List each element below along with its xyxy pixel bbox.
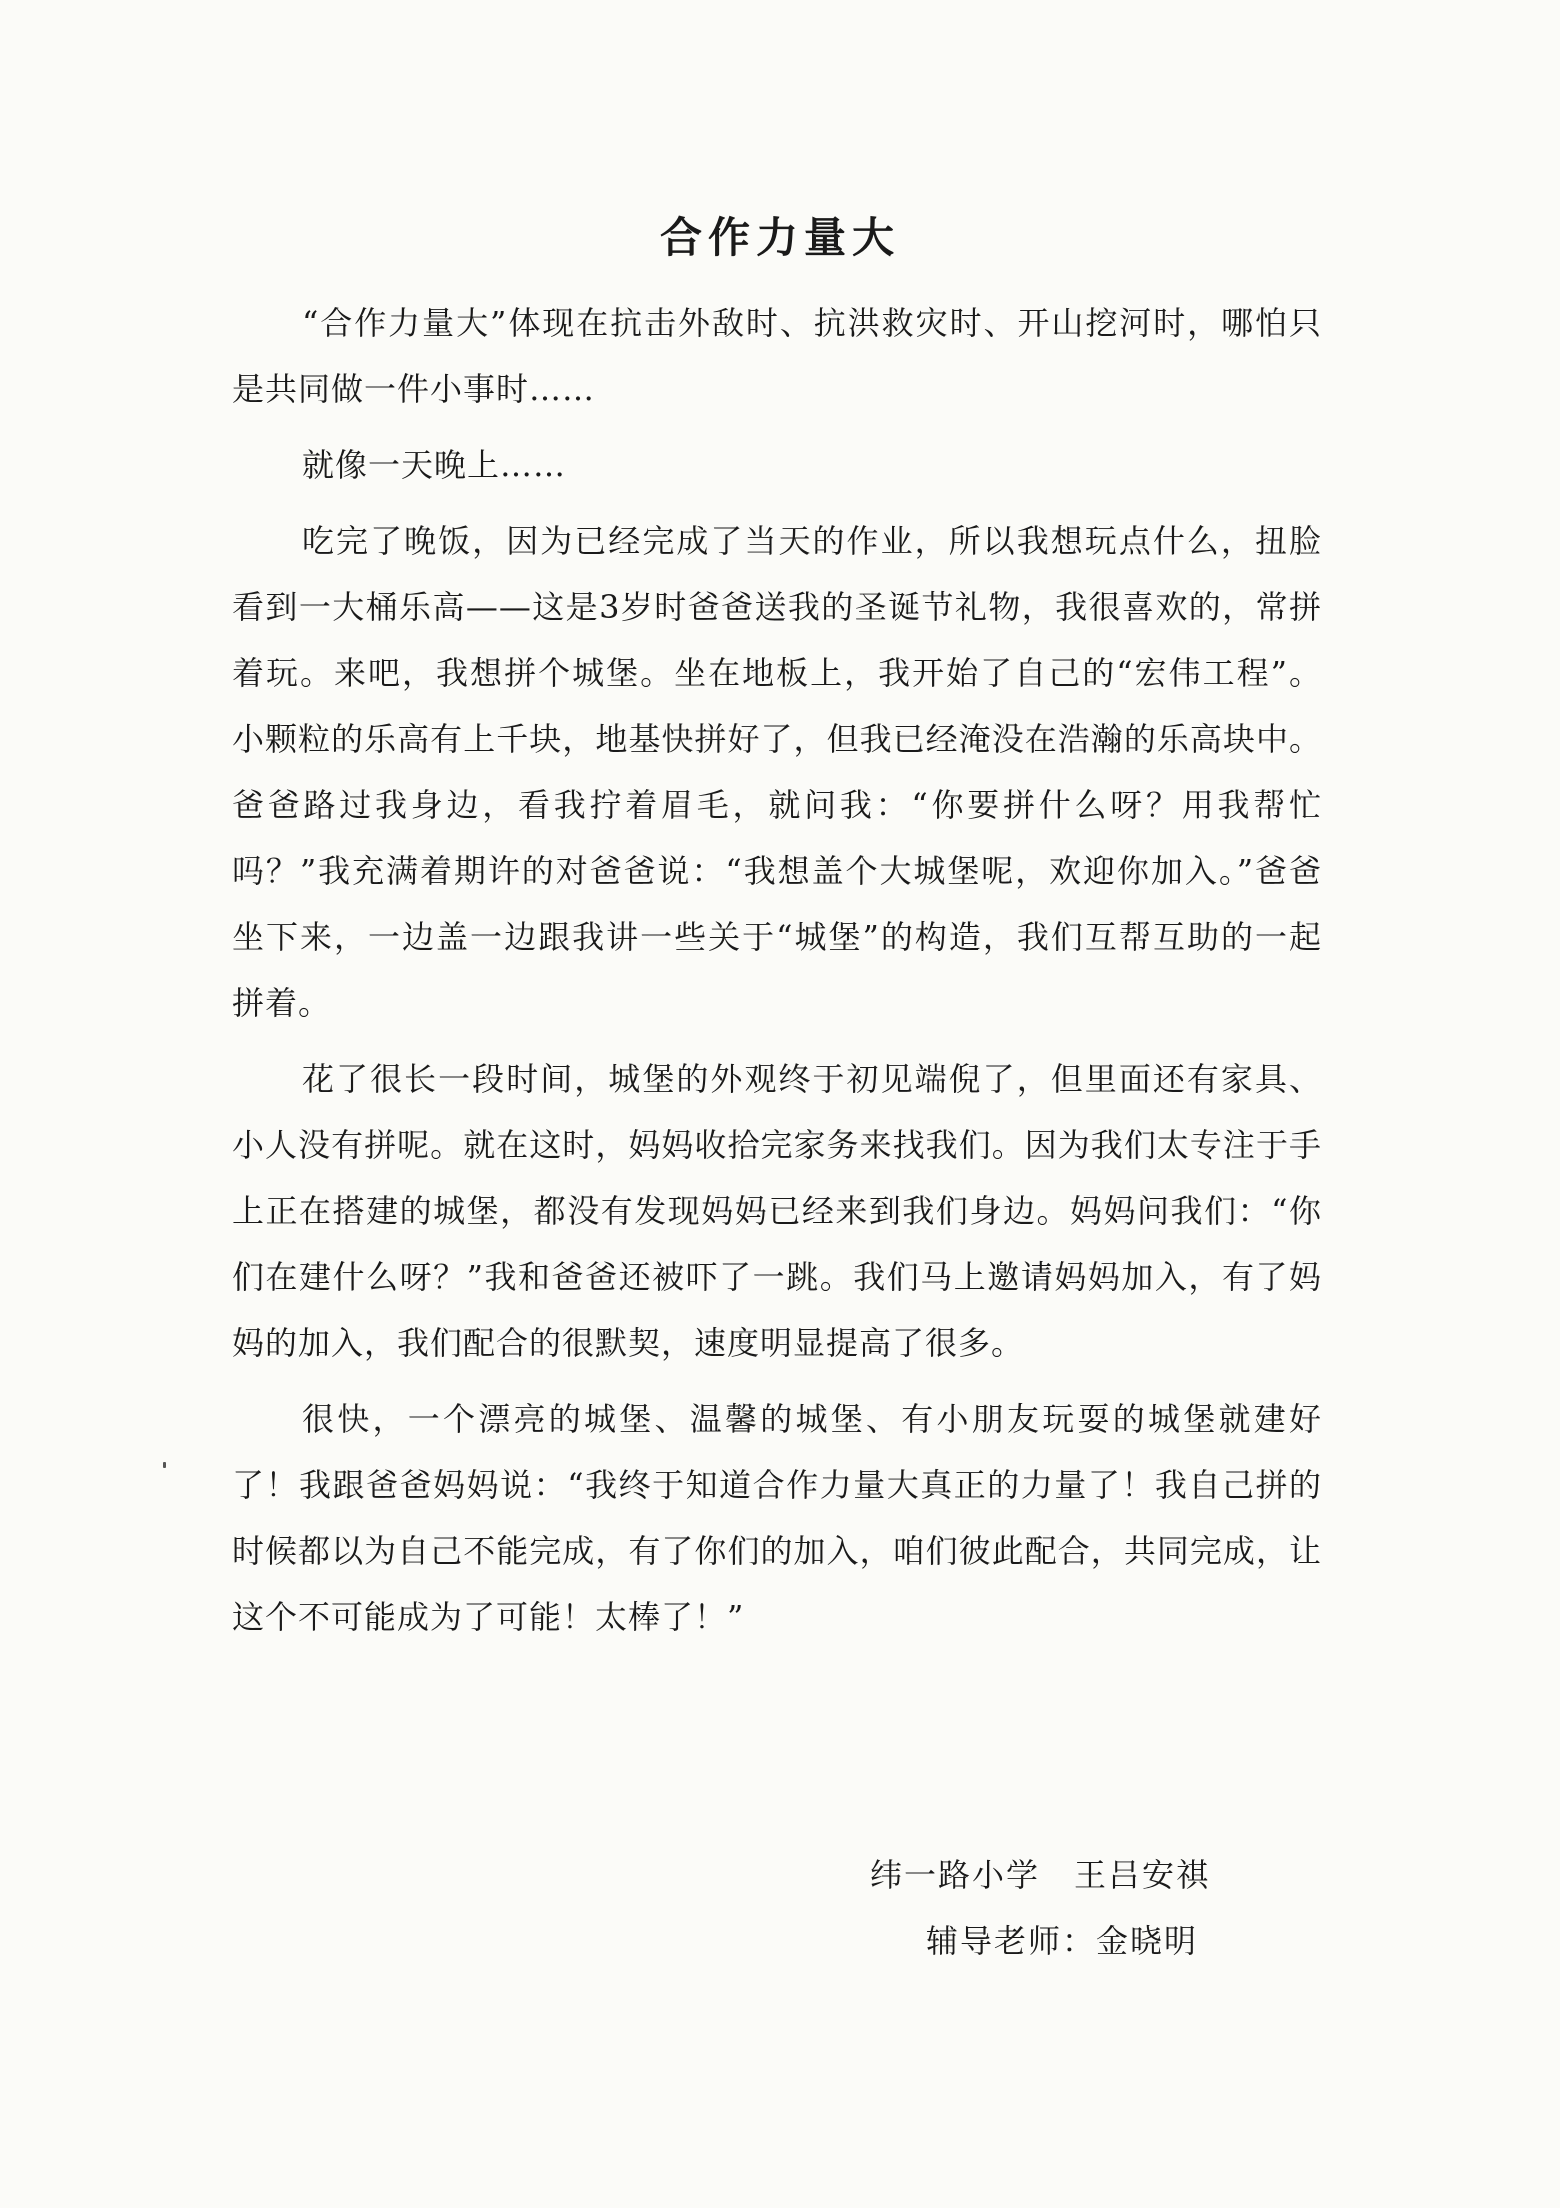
- essay-body: [232, 290, 1322, 1660]
- paragraph: 就像一天晚上……: [302, 446, 567, 484]
- teacher-name: 辅导老师：金晓明: [926, 1922, 1199, 1960]
- school-and-student: 纬一路小学 王吕安祺: [870, 1856, 1211, 1894]
- signature-block: [870, 1842, 1310, 1974]
- scan-speck: [163, 1462, 166, 1468]
- paragraph: 吃完了晚饭，因为已经完成了当天的作业，所以我想玩点什么，扭脸看到一大桶乐高——这是3岁时爸爸送我的圣诞节礼物，我很喜欢的，常拼着玩。来吧，我想拼个城堡。坐在地板上，我开始了自己的“宏伟工程”。小颗粒的乐高有上千块，地基快拼好了，但我已经淹没在浩瀚的乐高块中。爸爸路过我身边，看我拧着眉毛，就问我：“你要拼什么呀？用我帮忙吗？”我充满着期许的对爸爸说：“我想盖个大城堡呢，欢迎你加入。”爸爸坐下来，一边盖一边跟我讲一些关于“城堡”的构造，我们互帮互助的一起拼着。: [232, 522, 1322, 1022]
- paragraph: 花了很长一段时间，城堡的外观终于初见端倪了，但里面还有家具、小人没有拼呢。就在这时，妈妈收拾完家务来找我们。因为我们太专注于手上正在搭建的城堡，都没有发现妈妈已经来到我们身边。妈妈问我们：“你们在建什么呀？”我和爸爸还被吓了一跳。我们马上邀请妈妈加入，有了妈妈的加入，我们配合的很默契，速度明显提高了很多。: [232, 1060, 1322, 1362]
- paragraph: “合作力量大”体现在抗击外敌时、抗洪救灾时、开山挖河时，哪怕只是共同做一件小事时……: [232, 304, 1322, 408]
- paragraph: 很快，一个漂亮的城堡、温馨的城堡、有小朋友玩耍的城堡就建好了！我跟爸爸妈妈说：“我终于知道合作力量大真正的力量了！我自己拼的时候都以为自己不能完成，有了你们的加入，咱们彼此配合，共同完成，让这个不可能成为了可能！太棒了！”: [232, 1400, 1322, 1636]
- essay-title: 合作力量大: [659, 213, 900, 262]
